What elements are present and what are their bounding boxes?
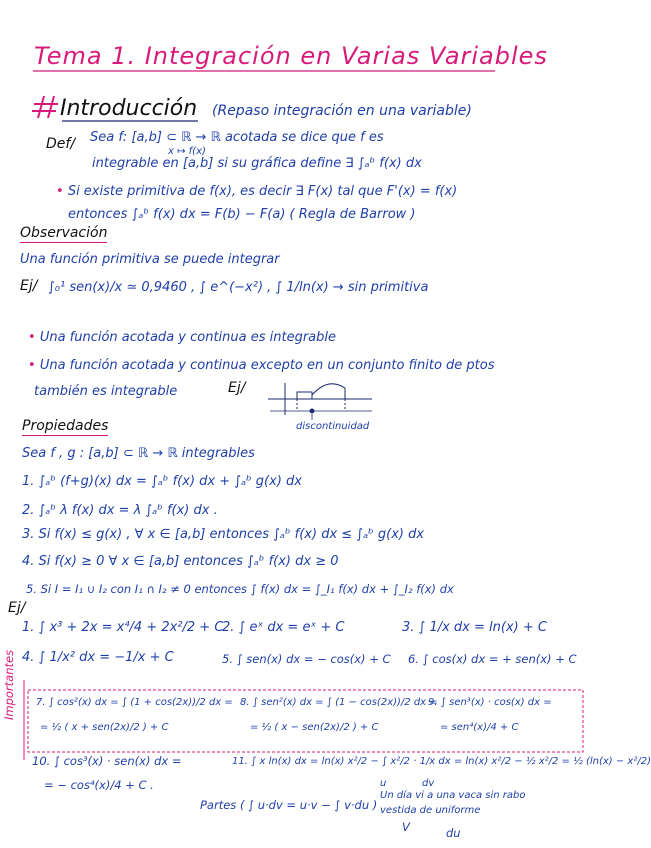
example-7a: 7. ∫ cos²(x) dx = ∫ (1 + cos(2x))/2 dx = — [36, 697, 233, 708]
prop-item-1: 1. ∫ₐᵇ (f+g)(x) dx = ∫ₐᵇ f(x) dx + ∫ₐᵇ g(x) dx — [22, 474, 302, 489]
ejemplos-label: Ej/ — [8, 600, 26, 616]
example-11: 11. ∫ x ln(x) dx = ln(x) x²/2 − ∫ x²/2 · 1/x dx = ln(x) x²/2 − ½ x²/2 = ½ (ln(x) − x²/2) — [232, 756, 651, 767]
example-8a: 8. ∫ sen²(x) dx = ∫ (1 − cos(2x))/2 dx = — [240, 697, 438, 708]
example-7b: = ½ ( x + sen(2x)/2 ) + C — [40, 722, 169, 733]
example-3: 3. ∫ 1/x dx = ln(x) + C — [402, 620, 547, 635]
observacion-line1: Una función primitiva se puede integrar — [20, 252, 280, 267]
def-line1: Sea f: [a,b] ⊂ ℝ → ℝ acotada se dice que f es — [90, 130, 384, 145]
obs-example: ∫₀¹ sen(x)/x ≃ 0,9460 , ∫ e^(−x²) , ∫ 1/ln(x) → sin primitiva — [48, 280, 429, 295]
example-9b: = sen⁴(x)/4 + C — [440, 722, 519, 733]
example-9a: 9. ∫ sen³(x) · cos(x) dx = — [428, 697, 552, 708]
barrow-line2: entonces ∫ₐᵇ f(x) dx = F(b) − F(a) ( Regla de Barrow ) — [68, 207, 416, 222]
obs-ej-label: Ej/ — [20, 278, 38, 294]
prop-item-4: 4. Si f(x) ≥ 0 ∀ x ∈ [a,b] entonces ∫ₐᵇ f(x) dx ≥ 0 — [22, 554, 339, 569]
intro-subtitle: (Repaso integración en una variable) — [212, 103, 472, 119]
example-10b: = − cos⁴(x)/4 + C . — [44, 778, 154, 792]
example-8b: = ½ ( x − sen(2x)/2 ) + C — [250, 722, 379, 733]
page-title: Tema 1. Integración en Varias Variables — [34, 42, 548, 70]
graph-note: discontinuidad — [296, 421, 370, 432]
example-4: 4. ∫ 1/x² dx = −1/x + C — [22, 650, 174, 665]
propiedades-intro: Sea f , g : [a,b] ⊂ ℝ → ℝ integrables — [22, 446, 255, 461]
mnemonic-line1: Un día vi a una vaca sin rabo — [380, 790, 526, 801]
example-10a: 10. ∫ cos³(x) · sen(x) dx = — [32, 754, 182, 768]
example-6: 6. ∫ cos(x) dx = + sen(x) + C — [408, 652, 577, 666]
prop-item-2: 2. ∫ₐᵇ λ f(x) dx = λ ∫ₐᵇ f(x) dx . — [22, 503, 218, 518]
mnemonic-u: u — [380, 778, 387, 789]
observacion-heading: Observación — [20, 225, 108, 241]
hash-icon — [32, 96, 58, 118]
prop-item-5: 5. Si I = I₁ ∪ I₂ con I₁ ∩ I₂ ≠ 0 entonces ∫ f(x) dx = ∫_I₁ f(x) dx + ∫_I₂ f(x) dx — [26, 582, 454, 596]
barrow-line1: • Si existe primitiva de f(x), es decir ∃ F(x) tal que F'(x) = f(x) — [56, 184, 458, 199]
obs-bullet2b: también es integrable — [34, 384, 178, 399]
def-label: Def/ — [46, 136, 76, 152]
example-1: 1. ∫ x³ + 2x = x⁴/4 + 2x²/2 + C — [22, 620, 224, 635]
example-5: 5. ∫ sen(x) dx = − cos(x) + C — [222, 652, 391, 666]
discontinuity-graph — [268, 383, 372, 420]
mnemonic-line2: vestida de uniforme — [380, 805, 481, 816]
propiedades-heading: Propiedades — [22, 418, 109, 434]
mnemonic-dv: dv — [422, 778, 435, 789]
obs-bullet2: • Una función acotada y continua excepto en un conjunto finito de ptos — [28, 358, 495, 373]
mnemonic-v: V — [402, 820, 410, 834]
def-arrows: x ↦ f(x) — [168, 146, 206, 157]
mnemonic-du: du — [446, 826, 461, 840]
obs-ej2-label: Ej/ — [228, 380, 246, 396]
obs-bullet1: • Una función acotada y continua es integrable — [28, 330, 337, 345]
example-2: 2. ∫ eˣ dx = eˣ + C — [222, 620, 345, 635]
def-line2: integrable en [a,b] si su gráfica define ∃ ∫ₐᵇ f(x) dx — [92, 156, 422, 171]
intro-heading: Introducción — [60, 96, 198, 121]
important-side-label: Importantes — [2, 649, 16, 720]
partes-formula: Partes ( ∫ u·dv = u·v − ∫ v·du ) — [200, 798, 378, 812]
prop-item-3: 3. Si f(x) ≤ g(x) , ∀ x ∈ [a,b] entonces ∫ₐᵇ f(x) dx ≤ ∫ₐᵇ g(x) dx — [22, 527, 425, 542]
